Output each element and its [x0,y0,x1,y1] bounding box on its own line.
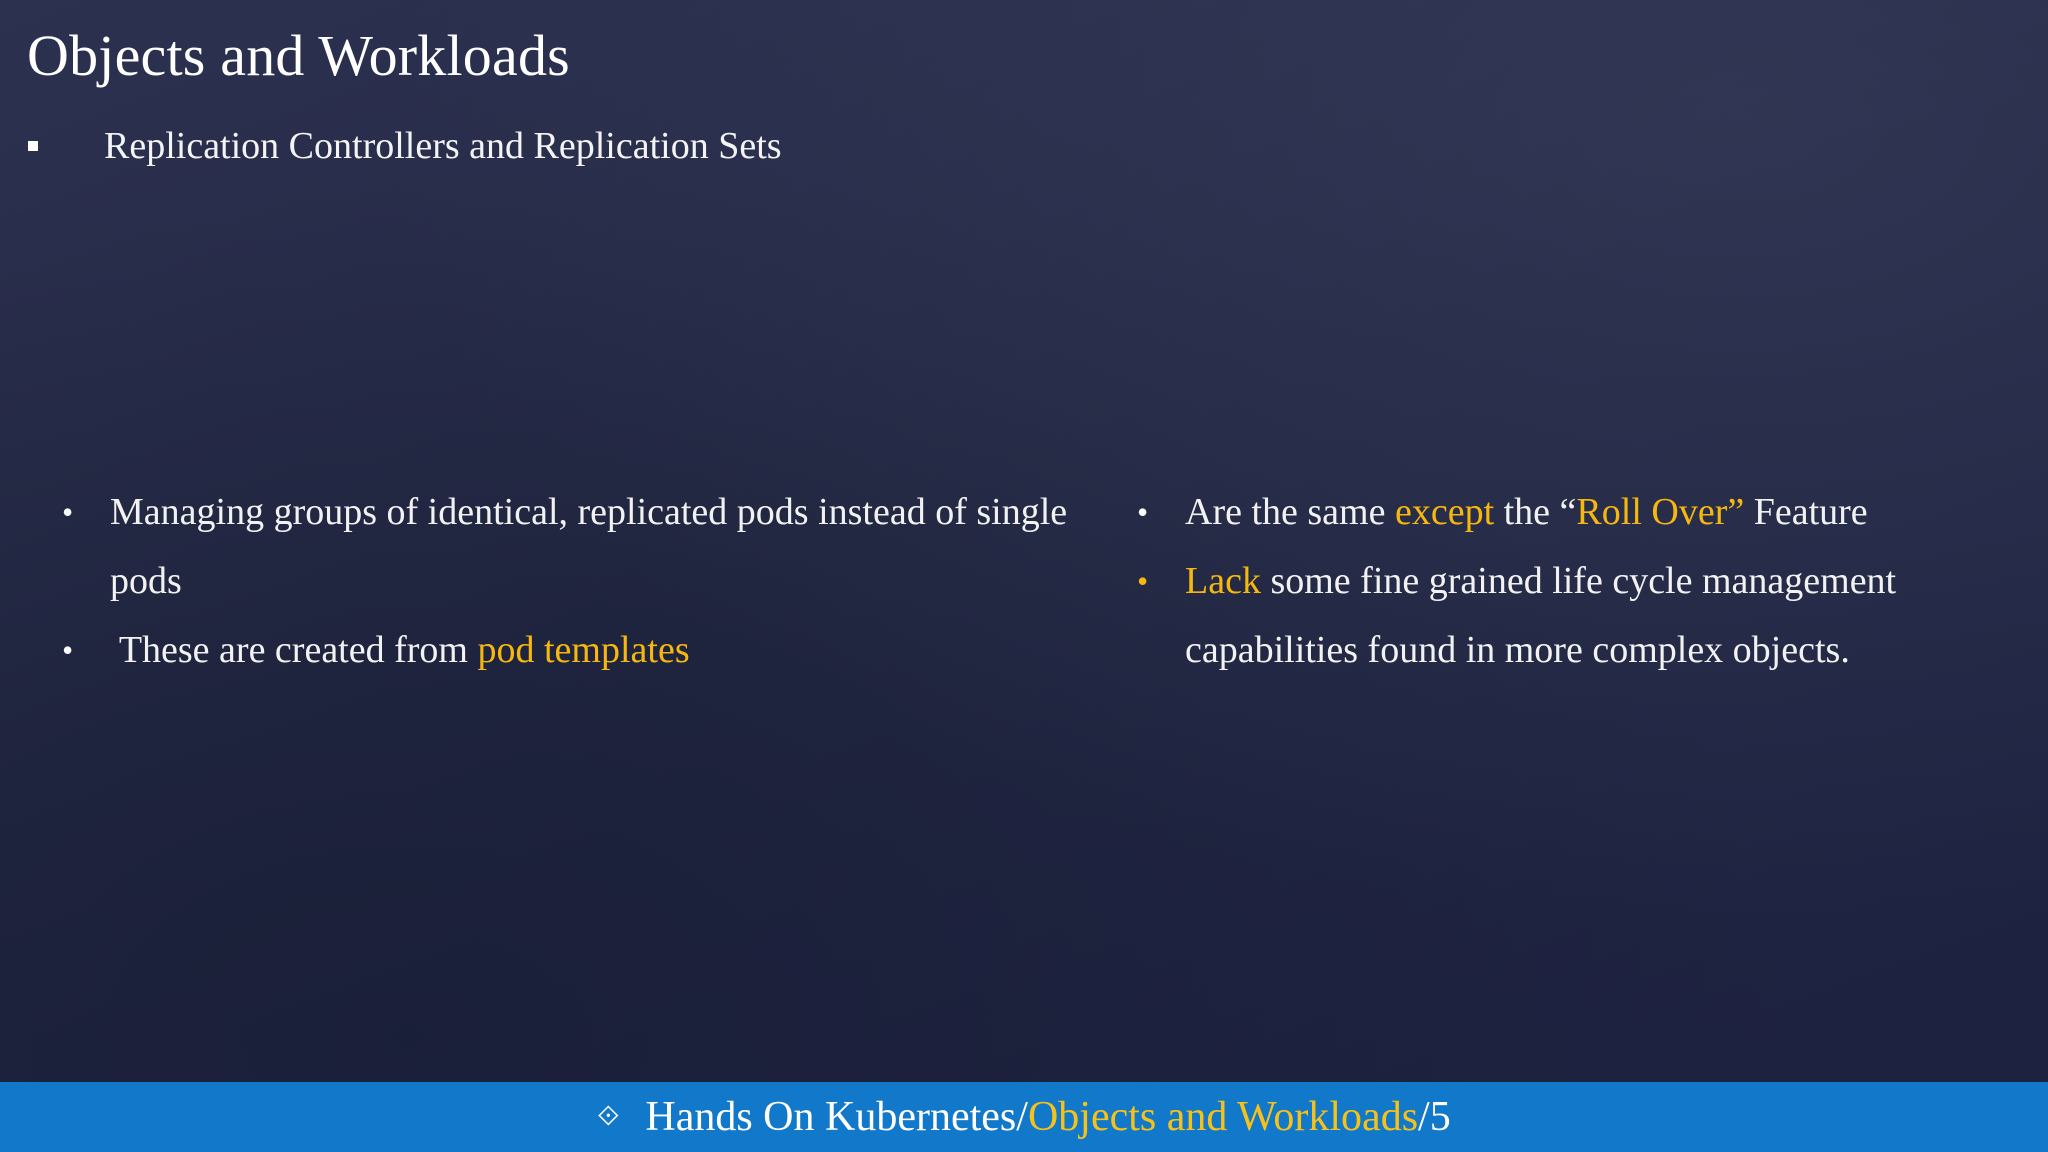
bullet-text: the “ [1494,491,1577,533]
square-bullet-icon [28,141,38,151]
highlight-text: Lack [1185,560,1261,602]
list-item [1137,547,1997,685]
highlight-text: except [1394,491,1495,533]
list-item [62,616,1072,685]
highlight-text: pod templates [477,629,690,671]
footer-course-text: Hands On Kubernetes/ [645,1094,1028,1140]
bullet-text: These are created from [110,629,478,671]
bullet-dot-icon: • [62,494,74,530]
left-bullet-list [62,478,1072,685]
bullet-text: Feature [1744,491,1868,533]
footer-section-text: Objects and Workloads [1027,1094,1419,1140]
list-item [62,478,1072,616]
bullet-dot-icon: • [1137,563,1149,599]
footer-page-number: /5 [1418,1094,1451,1140]
subtitle-row [28,124,782,168]
diamond-bullet-icon: ⟐ [597,1101,620,1132]
footer-bar [0,1082,2048,1152]
bullet-dot-icon: • [62,632,74,668]
bullet-dot-icon: • [1137,494,1149,530]
bullet-text: Are the same [1185,491,1395,533]
bullet-text: Managing groups of identical, replicated pods instead of single pods [110,491,1068,602]
bullet-text: some fine grained life cycle management capabilities found in more complex objects. [1185,560,1897,671]
slide-title: Objects and Workloads [27,23,570,88]
slide-subtitle: Replication Controllers and Replication Sets [104,125,782,167]
highlight-text: Roll Over” [1576,491,1745,533]
list-item [1137,478,1997,547]
right-bullet-list [1137,478,1997,685]
